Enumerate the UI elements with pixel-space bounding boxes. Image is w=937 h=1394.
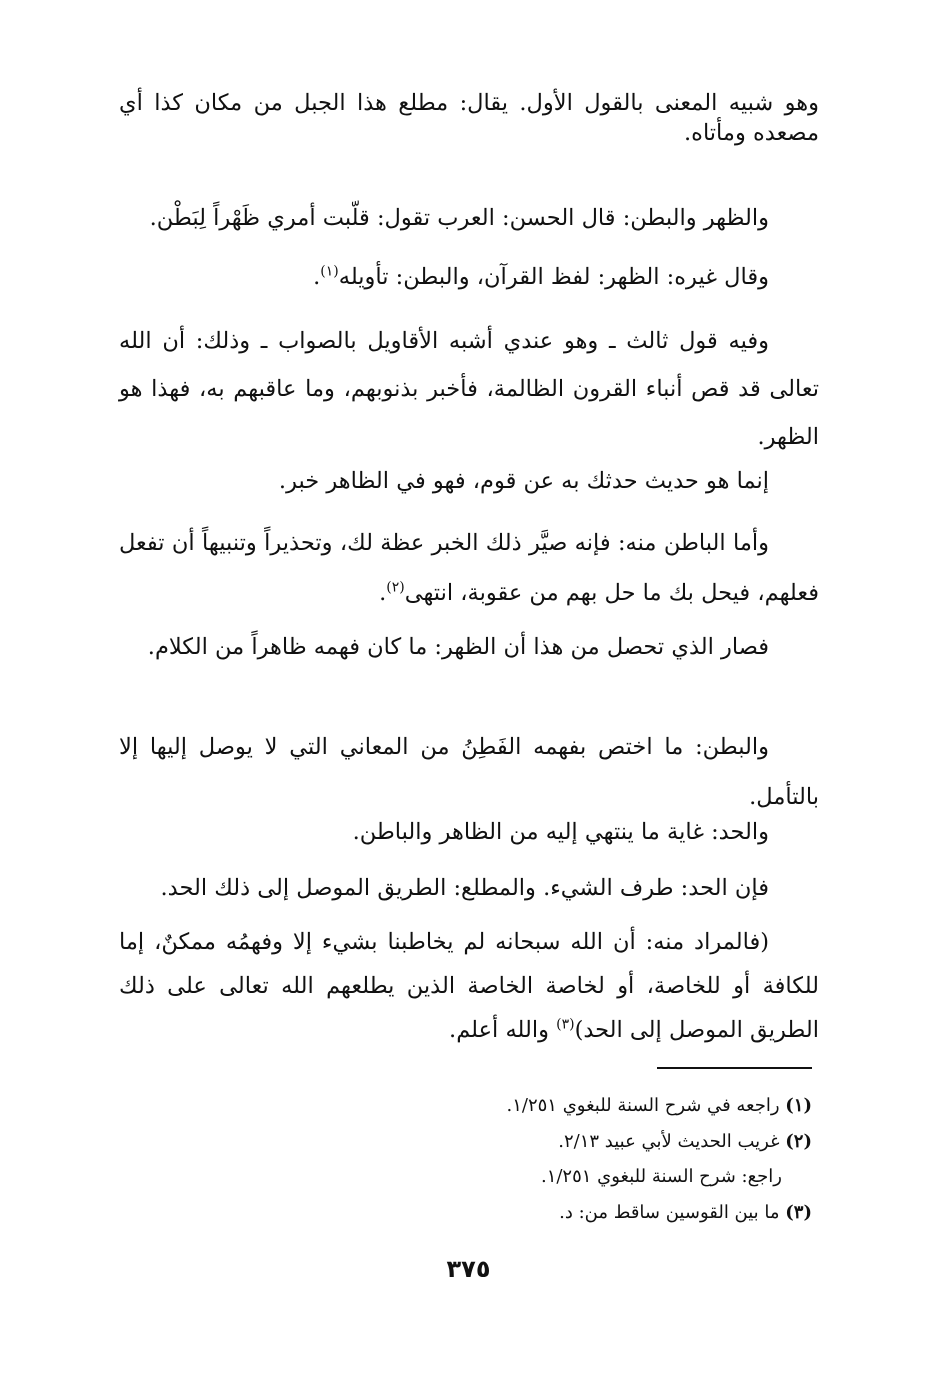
footnote-2 [112,1130,812,1154]
paragraph-9 [119,817,819,847]
paragraph-11 [119,920,819,1052]
paragraph-10 [119,873,819,903]
paragraph-6-tail: . [379,580,387,606]
footnote-3-text: ما بين القوسين ساقط من: د. [559,1202,786,1223]
paragraph-11-tail: والله أعلم. [449,1017,557,1043]
paragraph-3-tail: . [313,264,321,290]
footnote-marker-3: (٣) [556,1016,575,1033]
paragraph-7-text: فصار الذي تحصل من هذا أن الظهر: ما كان فهمه ظاهراً من الكلام. [147,634,769,660]
footnote-1-text: راجعه في شرح السنة للبغوي ١/٢٥١. [506,1095,786,1116]
paragraph-7 [119,622,819,672]
footnote-3-number: (٣) [785,1202,812,1223]
paragraph-2 [119,203,819,233]
paragraph-9-text: والحد: غاية ما ينتهي إليه من الظاهر والباطن. [352,819,769,845]
paragraph-6 [119,518,819,618]
paragraph-4-text: وفيه قول ثالث ـ وهو عندي أشبه الأقاويل بالصواب ـ وذلك: أن الله تعالى قد قص أنباء القرون الظالمة، فأخبر بذنوبهم، وما عاقبهم به، فهذا هو الظهر. [119,328,819,450]
paragraph-4 [119,317,819,461]
footnote-3 [112,1201,812,1225]
footnote-2-text: غريب الحديث لأبي عبيد ٢/١٣. [558,1131,786,1152]
footnote-divider [657,1067,812,1069]
paragraph-3-text: وقال غيره: الظهر: لفظ القرآن، والبطن: تأويله [338,264,769,290]
footnote-2-continuation [112,1165,782,1189]
footnote-marker-2: (٢) [386,579,405,596]
paragraph-11-text: (فالمراد منه: أن الله سبحانه لم يخاطبنا بشيء إلا وفهمُه ممكنٌ، إما للكافة أو للخاصة، أو لخاصة الخاصة الذين يطلعهم الله تعالى على ذلك الطريق الموصل إلى الحد) [119,929,819,1043]
paragraph-2-text: والظهر والبطن: قال الحسن: العرب تقول: قلّبت أمري ظَهْراً لِبَطْن. [149,205,769,231]
paragraph-1-text: وهو شبيه المعنى بالقول الأول. يقال: مطلع هذا الجبل من مكان كذا أي مصعده ومأتاه. [119,90,819,146]
paragraph-8 [119,722,819,822]
paragraph-5 [119,466,819,496]
paragraph-5-text: إنما هو حديث حدثك به عن قوم، فهو في الظاهر خبر. [278,468,769,494]
paragraph-1 [119,88,819,148]
page-number: ٣٧٥ [446,1255,491,1283]
paragraph-8-text: والبطن: ما اختص بفهمه الفَطِنُ من المعاني التي لا يوصل إليها إلا بالتأمل. [119,734,819,810]
footnote-marker-1: (١) [320,263,339,280]
paragraph-3 [119,262,819,292]
paragraph-10-text: فإن الحد: طرف الشيء. والمطلع: الطريق الموصل إلى ذلك الحد. [160,875,769,901]
footnote-2-number: (٢) [785,1131,812,1152]
footnote-1 [112,1094,812,1118]
paragraph-6-text: وأما الباطن منه: فإنه صيَّر ذلك الخبر عظة لك، وتحذيراً وتنبيهاً أن تفعل فعلهم، فيحل بك ما حل بهم من عقوبة، انتهى [119,530,819,606]
footnote-1-number: (١) [785,1095,812,1116]
footnote-2-continuation-text: راجع: شرح السنة للبغوي ١/٢٥١. [540,1166,782,1187]
